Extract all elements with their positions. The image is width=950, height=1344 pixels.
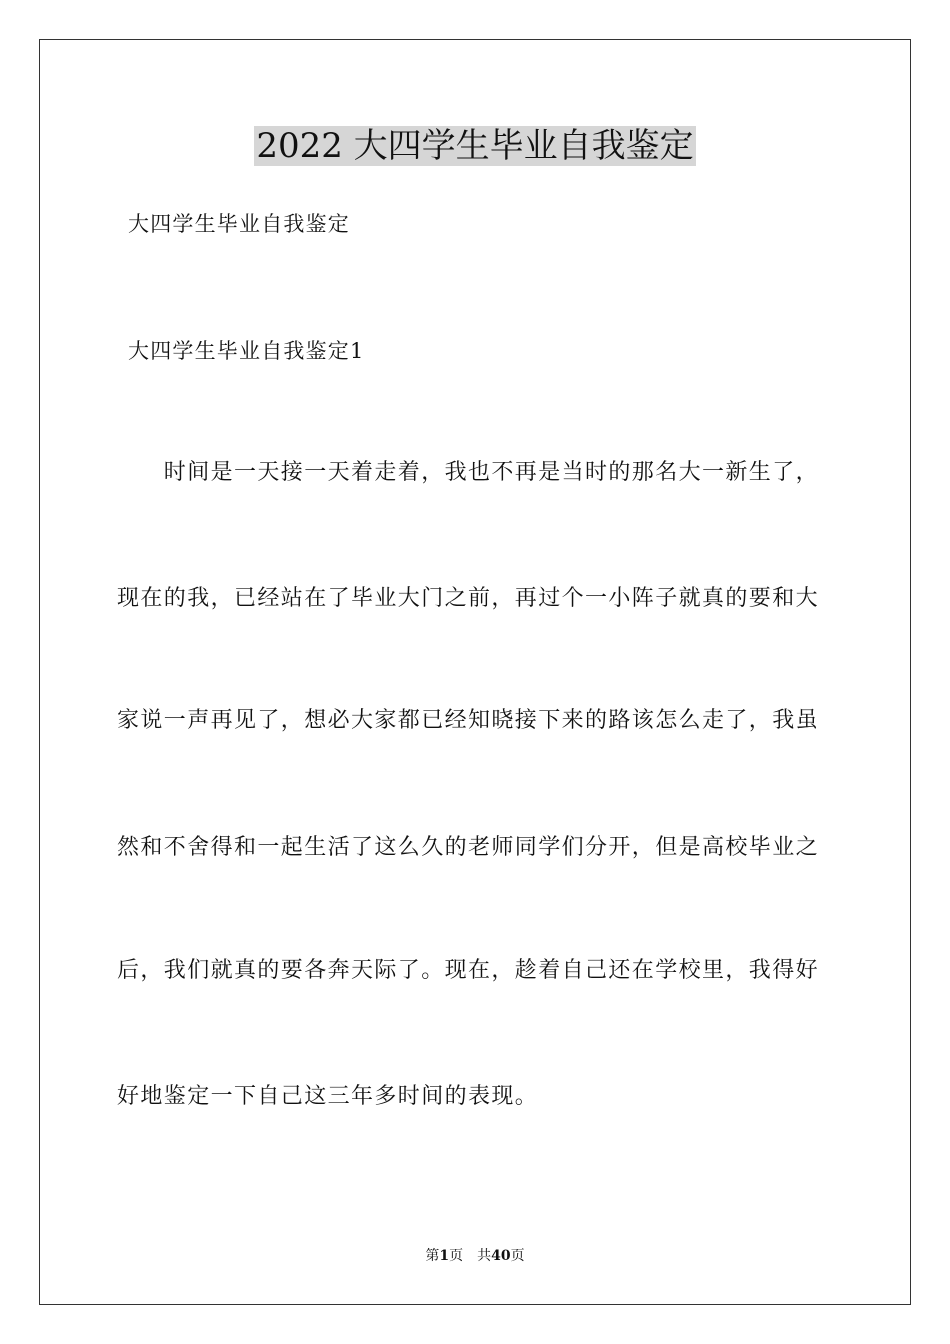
document-title [0, 124, 950, 168]
body-line-3: 家说一声再见了，想必大家都已经知晓接下来的路该怎么走了，我虽 [117, 708, 820, 733]
body-line-2: 现在的我，已经站在了毕业大门之前，再过个一小阵子就真的要和大 [117, 586, 820, 611]
body-line-6: 好地鉴定一下自己这三年多时间的表现。 [117, 1084, 539, 1109]
subsection-heading: 大四学生毕业自我鉴定1 [128, 339, 365, 363]
page-prefix: 第 [425, 1248, 440, 1264]
total-prefix: 共 [477, 1248, 492, 1264]
page-suffix: 页 [449, 1248, 464, 1264]
body-line-5: 后，我们就真的要各奔天际了。现在，趁着自己还在学校里，我得好 [117, 958, 820, 983]
document-title-text: 2022 大四学生毕业自我鉴定 [256, 126, 694, 166]
total-suffix: 页 [510, 1248, 525, 1264]
body-line-4: 然和不舍得和一起生活了这么久的老师同学们分开，但是高校毕业之 [117, 835, 820, 860]
total-pages: 40 [491, 1248, 511, 1264]
page-number: 1 [439, 1248, 450, 1264]
body-line-1: 时间是一天接一天着走着，我也不再是当时的那名大一新生了， [117, 460, 820, 485]
page-footer [0, 1246, 950, 1266]
section-heading: 大四学生毕业自我鉴定 [128, 212, 350, 236]
